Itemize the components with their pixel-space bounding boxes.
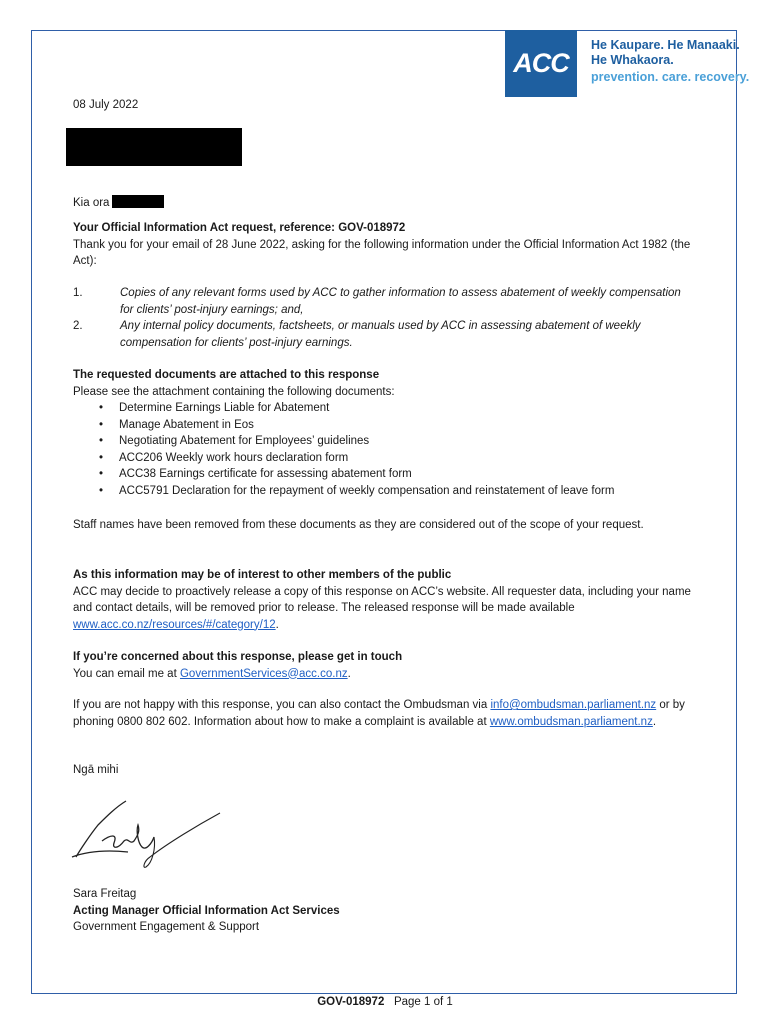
request-section [73, 220, 693, 270]
list-item: • Determine Earnings Liable for Abatement [73, 400, 693, 417]
request-item [73, 318, 693, 351]
ombudsman-website-link[interactable]: www.ombudsman.parliament.nz [489, 715, 653, 728]
ombudsman-email-link[interactable]: info@ombudsman.parliament.nz [490, 699, 657, 711]
greeting-line [73, 195, 693, 212]
contact-paragraph [73, 666, 693, 683]
signer-title: Acting Manager Official Information Act Services [73, 904, 340, 917]
tagline-line-3: prevention. care. recovery. [591, 70, 750, 84]
ombudsman-end: . [652, 715, 657, 728]
documents-section [73, 367, 693, 499]
request-text: Copies of any relevant forms used by ACC to gather information to assess abatement of weekly compensation for clients’ post-injury earnings; and, [120, 287, 681, 316]
request-text: Any internal policy documents, factsheets, or manuals used by ACC in assessing abatement of weekly compensation for clients’ post-injury earnings. [120, 320, 641, 349]
handwritten-signature [68, 795, 228, 875]
list-item: • ACC5791 Declaration for the repayment of weekly compensation and reinstatement of leave form [73, 483, 693, 500]
documents-intro: Please see the attachment containing the following documents: [73, 385, 395, 398]
contact-email-link[interactable]: GovernmentServices@acc.co.nz [179, 667, 348, 680]
tagline-line-2: He Whakaora. [591, 53, 674, 67]
resources-link[interactable]: www.acc.co.nz/resources/#/category/12 [73, 618, 276, 631]
ombudsman-paragraph [73, 697, 693, 730]
ombudsman-text-1: If you are not happy with this response, you can also contact the Ombudsman via [73, 699, 491, 711]
ombudsman-text-2: or by phoning 0800 802 602. Information about how to make a complaint is available at [73, 699, 685, 728]
contact-text: You can email me at [73, 667, 180, 680]
staff-note: Staff names have been removed from these documents as they are considered out of the scope of your request. [73, 519, 644, 531]
contact-section [73, 649, 693, 682]
logo-text: ACC [513, 48, 569, 78]
public-section [73, 567, 693, 633]
header-tagline [591, 38, 749, 85]
documents-heading: The requested documents are attached to this response [73, 369, 380, 381]
closing: Ngā mihi [73, 764, 119, 776]
public-end: . [275, 618, 279, 631]
redacted-name [112, 195, 164, 208]
list-item: • ACC206 Weekly work hours declaration form [73, 450, 693, 467]
acc-logo [505, 30, 577, 97]
request-number: 2. [73, 320, 83, 332]
redacted-address [66, 128, 242, 166]
documents-list [73, 400, 693, 499]
contact-heading: If you’re concerned about this response, please get in touch [73, 651, 403, 663]
signer-department: Government Engagement & Support [73, 921, 260, 933]
signature-block [73, 886, 693, 936]
page-footer [0, 996, 770, 1008]
list-item: • Manage Abatement in Eos [73, 417, 693, 434]
request-list [73, 285, 693, 351]
list-item: • ACC38 Earnings certificate for assessing abatement form [73, 466, 693, 483]
subject-line: Your Official Information Act request, reference: GOV-018972 [73, 222, 406, 234]
letter-date: 08 July 2022 [73, 99, 139, 111]
page-number: Page 1 of 1 [393, 996, 453, 1008]
contact-end: . [347, 667, 351, 680]
footer-reference: GOV-018972 [317, 996, 385, 1008]
greeting: Kia ora [73, 197, 110, 209]
public-paragraph [73, 584, 693, 634]
list-item: • Negotiating Abatement for Employees’ guidelines [73, 433, 693, 450]
signer-name: Sara Freitag [73, 888, 137, 900]
tagline-line-1: He Kaupare. He Manaaki. [591, 38, 740, 52]
request-item [73, 285, 693, 318]
public-text: ACC may decide to proactively release a copy of this response on ACC’s website. All requester data, including your name and contact details, will be removed prior to release. The released response will be made available [73, 585, 691, 614]
intro-paragraph: Thank you for your email of 28 June 2022, asking for the following information under the Official Information Act 1982 (the Act): [73, 238, 691, 267]
request-number: 1. [73, 287, 83, 299]
public-heading: As this information may be of interest to other members of the public [73, 569, 452, 581]
